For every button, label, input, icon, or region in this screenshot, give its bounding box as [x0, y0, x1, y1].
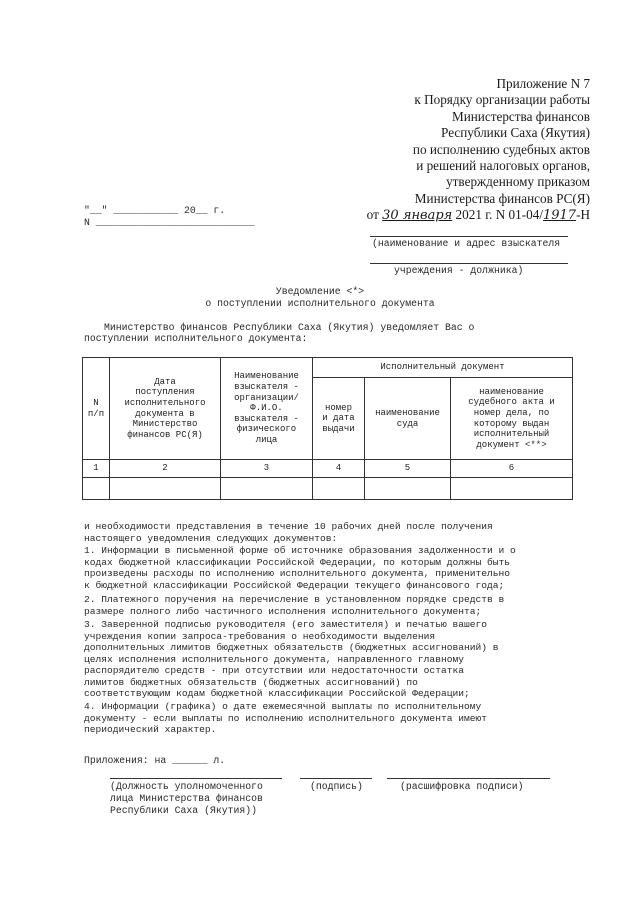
table-cell: 5 [365, 460, 451, 478]
decoding-underline [387, 778, 550, 779]
appendix-line: и решений налоговых органов, [416, 158, 590, 174]
header-receipt-date: Дата поступления исполнительного документа в Министерство финансов РС(Я) [110, 358, 221, 460]
appendix-line: Министерства финансов РС(Я) [414, 190, 590, 206]
signature-caption: (подпись) [310, 781, 363, 792]
document-date-line: "__" ___________ 20__ г. [84, 205, 226, 216]
table-row [83, 478, 573, 500]
table-cell: 4 [313, 460, 365, 478]
notice-title: Уведомление <*> [275, 286, 365, 297]
appendix-line: по исполнению судебных актов [412, 141, 590, 157]
intro-text-2: поступлении исполнительного документа: [84, 333, 308, 344]
document-number-line: N ___________________________ [84, 217, 255, 228]
header-court-act: наименование судебного акта и номер дела, по которому выдан исполнительный документ <**> [451, 378, 573, 460]
year-and-number: 2021 г. N 01-04/ [455, 207, 543, 223]
requirement-3: 3. Заверенной подписью руководителя (его заместителя) и печатью вашего учреждения копии запроса-требования о необходимости выделения дополнительных лимитов бюджетных обязательств (бюджетных ассигнований) в целях исполнения исполнительного документа, направленного главному распорядителю средств - при отсутствии или недостаточности остатка лимитов бюджетных обязательств (бюджетных ассигнований) по соответствующим кодам бюджетной классификации Российской Федерации; [84, 619, 499, 699]
table-numbering-row [83, 460, 573, 478]
table-cell [83, 478, 110, 500]
appendix-title: Приложение N 7 [496, 76, 590, 91]
position-caption-2: лица Министерства финансов [110, 793, 263, 804]
addressee-caption: (наименование и адрес взыскателя [372, 238, 561, 249]
position-underline [110, 778, 282, 779]
handwritten-number: 1917 [542, 208, 577, 224]
table-cell [365, 478, 451, 500]
header-court-name: наименование суда [365, 378, 451, 460]
header-number: N п/п [83, 358, 110, 460]
header-claimant: Наименование взыскателя - организации/ Ф.И.О. взыскателя - физического лица [221, 358, 313, 460]
addressee-underline [370, 236, 568, 237]
appendix-line: Министерства финансов [451, 108, 590, 124]
notice-table [82, 357, 573, 500]
table-cell: 6 [451, 460, 573, 478]
header-executive-document: Исполнительный документ [313, 358, 573, 378]
table-cell: 3 [221, 460, 313, 478]
order-date-line [367, 207, 590, 224]
appendix-line: утвержденному приказом [446, 174, 590, 190]
notice-subtitle: о поступлении исполнительного документа [205, 298, 435, 309]
appendix-header [367, 76, 590, 225]
position-caption: (Должность уполномоченного [110, 781, 263, 792]
table-cell: 1 [83, 460, 110, 478]
header-number-and-date: номер и дата выдачи [313, 378, 365, 460]
table-cell [110, 478, 221, 500]
addressee-underline-2 [370, 263, 568, 264]
table-cell [451, 478, 573, 500]
table-cell: 2 [110, 460, 221, 478]
attachments-line: Приложения: на ______ л. [84, 755, 226, 766]
handwritten-date: 30 января [382, 208, 453, 224]
addressee-caption-2: учреждения - должника) [394, 265, 524, 276]
position-caption-3: Республики Саха (Якутия)) [110, 805, 257, 816]
requirement-1: 1. Информации в письменной форме об источнике образования задолженности и о кодах бюджетной классификации Российской Федерации, по которым должны быть произведены расходы по исполнению исполнительного документа, применительно к бюджетной классификации Российской Федерации текущего финансового года; [84, 545, 516, 591]
number-suffix: -Н [576, 207, 590, 223]
appendix-line: к Порядку организации работы [414, 92, 590, 108]
intro-text: Министерство финансов Республики Саха (Якутия) уведомляет Вас о [104, 322, 475, 333]
table-cell [313, 478, 365, 500]
date-prefix: от [366, 207, 379, 223]
body-paragraph: и необходимости представления в течение 10 рабочих дней после получения настоящего уведомления следующих документов: [84, 521, 493, 544]
decoding-caption: (расшифровка подписи) [400, 781, 524, 792]
table-cell [221, 478, 313, 500]
requirement-4: 4. Информации (графика) о дате ежемесячной выплаты по исполнительному документу - если выплаты по исполнению исполнительного документа имеют периодический характер. [84, 701, 488, 735]
signature-underline [300, 778, 372, 779]
requirement-2: 2. Платежного поручения на перечисление в установленном порядке средств в размере полного либо частичного исполнения исполнительного документа; [84, 594, 505, 617]
appendix-line: Республики Саха (Якутия) [441, 125, 590, 141]
